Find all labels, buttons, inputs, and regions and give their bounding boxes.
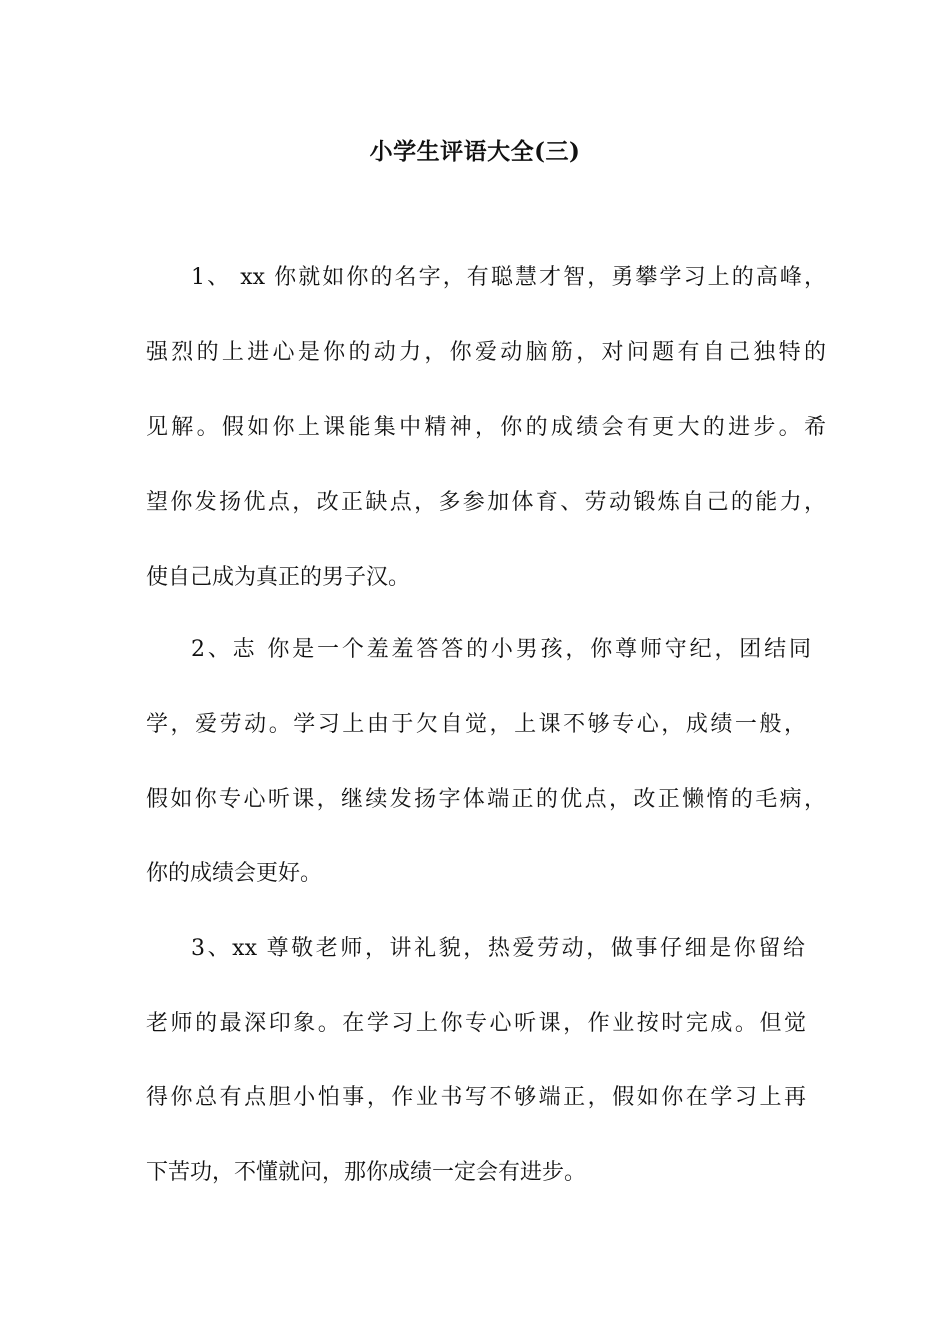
paragraph-1-line-5: 使自己成为真正的男子汉。 bbox=[146, 565, 411, 590]
paragraph-1-line-3: 见解。假如你上课能集中精神，你的成绩会有更大的进步。希 bbox=[146, 415, 826, 440]
paragraph-2-line-2: 学，爱劳动。学习上由于欠自觉，上课不够专心，成绩一般， bbox=[146, 712, 806, 737]
paragraph-1-line-2: 强烈的上进心是你的动力，你爱动脑筋，对问题有自己独特的 bbox=[146, 340, 826, 365]
paragraph-3-line-3: 得你总有点胆小怕事，作业书写不够端正，假如你在学习上再 bbox=[146, 1085, 806, 1110]
paragraph-3-line-1: 3、xx 尊敬老师，讲礼貌，热爱劳动，做事仔细是你留给 bbox=[191, 936, 805, 961]
paragraph-2-line-3: 假如你专心听课，继续发扬字体端正的优点，改正懒惰的毛病， bbox=[146, 787, 826, 812]
paragraph-3-line-2: 老师的最深印象。在学习上你专心听课，作业按时完成。但觉 bbox=[146, 1011, 806, 1036]
paragraph-1-line-4: 望你发扬优点，改正缺点，多参加体育、劳动锻炼自己的能力， bbox=[146, 490, 826, 515]
paragraph-2-line-1: 2、志 你是一个羞羞答答的小男孩，你尊师守纪，团结同 bbox=[191, 637, 811, 662]
paragraph-3-line-4: 下苦功，不懂就问，那你成绩一定会有进步。 bbox=[146, 1160, 587, 1185]
page-title: 小学生评语大全(三) bbox=[369, 138, 581, 165]
paragraph-1-line-1: 1、 xx 你就如你的名字，有聪慧才智，勇攀学习上的高峰， bbox=[191, 265, 826, 290]
paragraph-2-line-4: 你的成绩会更好。 bbox=[146, 861, 323, 886]
